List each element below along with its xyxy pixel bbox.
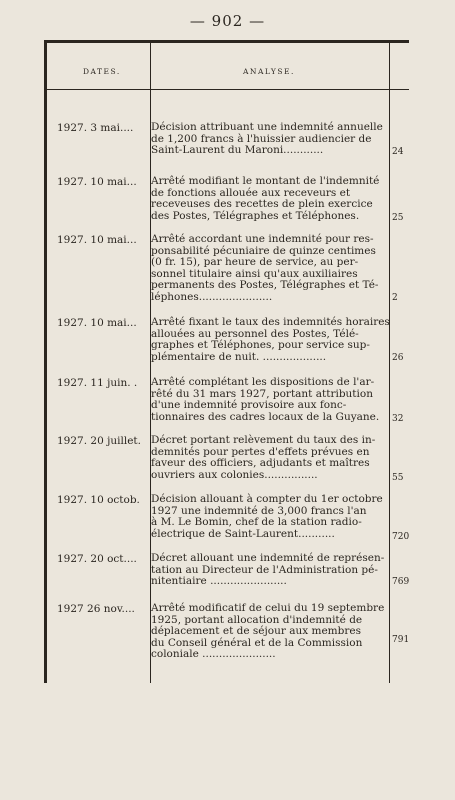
row-analyse: Décision allouant à compter du 1er octobre 1927 une indemnité de 3,000 francs l'an à M. Le Bomin, chef de la station radio- électrique de Saint-Laurent........... [151, 493, 383, 540]
row-date: 1927. 3 mai.... [57, 122, 134, 134]
row-date: 1927. 20 juillet. [57, 435, 141, 447]
row-date: 1927. 20 oct.... [57, 553, 137, 565]
row-date: 1927. 10 octob. [57, 494, 140, 506]
column-divider-pages [389, 43, 390, 683]
row-date: 1927 26 nov.... [57, 603, 135, 615]
row-page: 25 [392, 213, 404, 223]
row-analyse: Arrêté accordant une indemnité pour res- ponsabilité pécuniaire de quinze centimes (0 fr. 15), par heure de service, au per- sonnel titulaire ainsi qu'aux auxiliaires permanents des Postes, Télégraphes et Té- léphones...................... [151, 233, 379, 303]
row-analyse: Arrêté modifiant le montant de l'indemnité de fonctions allouée aux receveurs et receveuses des recettes de plein exercice des Postes, Télégraphes et Téléphones. [151, 175, 380, 222]
row-analyse: Décision attribuant une indemnité annuelle de 1,200 francs à l'huissier audiencier de Saint-Laurent du Maroni............ [151, 121, 383, 156]
page-number: — 902 — [189, 12, 266, 30]
row-analyse: Arrêté modificatif de celui du 19 septembre 1925, portant allocation d'indemnité de déplacement et de séjour aux membres du Conseil général et de la Commission coloniale ...................... [151, 602, 385, 660]
row-analyse: Arrêté complétant les dispositions de l'ar- rêté du 31 mars 1927, portant attribution d'une indemnité provisoire aux fonc- tionnaires des cadres locaux de la Guyane. [151, 376, 380, 423]
row-page: 55 [392, 473, 404, 483]
table-header [47, 43, 409, 90]
row-analyse: Arrêté fixant le taux des indemnités horaires allouées au personnel des Postes, Télé- graphes et Téléphones, pour service sup- plémentaire de nuit. ................... [151, 316, 390, 363]
row-page: 2 [392, 293, 398, 303]
row-page: 26 [392, 353, 404, 363]
row-page: 720 [392, 532, 410, 542]
index-table [44, 40, 409, 683]
row-page: 24 [392, 147, 404, 157]
row-date: 1927. 10 mai... [57, 317, 137, 329]
row-analyse: Décret allouant une indemnité de représen- tation au Directeur de l'Administration pé- nitentiaire ....................... [151, 552, 385, 587]
header-dates: DATES. [83, 67, 121, 76]
row-page: 32 [392, 414, 404, 424]
row-date: 1927. 10 mai... [57, 234, 137, 246]
row-date: 1927. 10 mai... [57, 176, 137, 188]
row-page: 769 [392, 577, 410, 587]
row-page: 791 [392, 635, 410, 645]
row-date: 1927. 11 juin. . [57, 377, 138, 389]
header-analyse: ANALYSE. [243, 67, 295, 76]
row-analyse: Décret portant relèvement du taux des in- demnités pour pertes d'effets prévues en faveur des officiers, adjudants et maîtres ouvriers aux colonies................ [151, 434, 376, 481]
